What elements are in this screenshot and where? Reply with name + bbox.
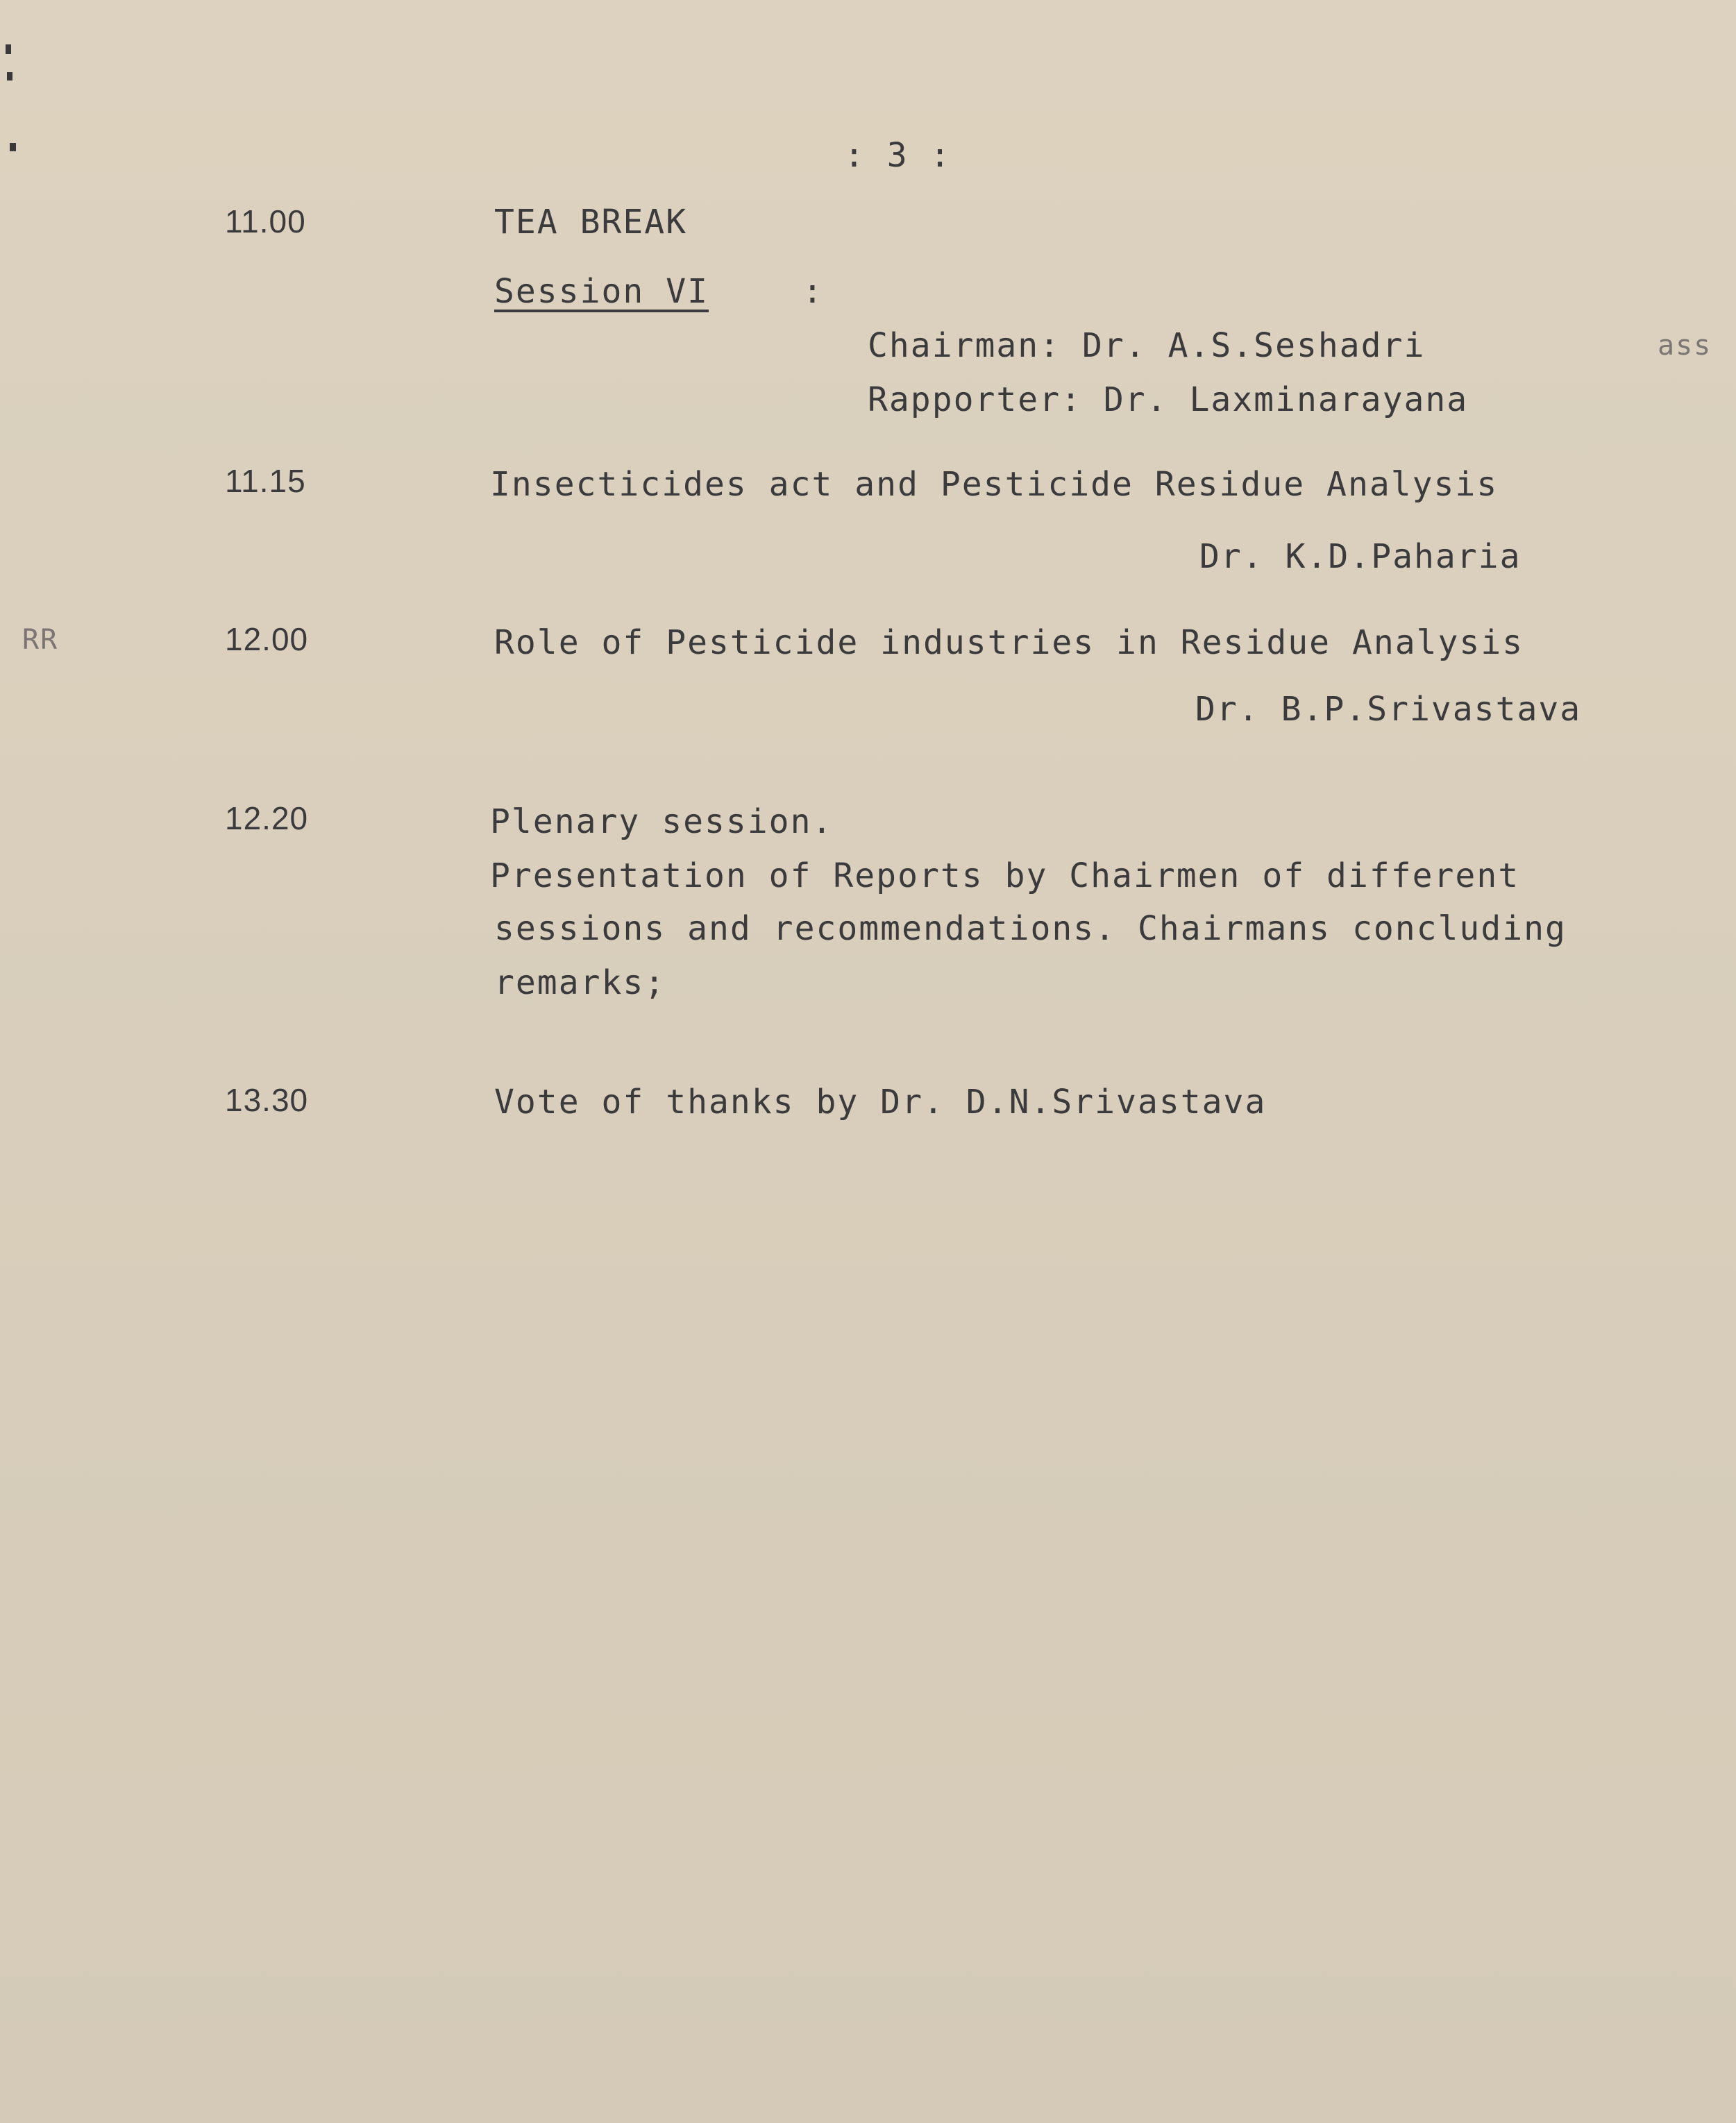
time-label: 12.20 [225,800,309,836]
margin-text-right: ass [1658,330,1712,362]
item-text: Vote of thanks by Dr. D.N.Srivastava [494,1083,1267,1122]
session-title: Session VI [494,272,709,311]
speaker: Dr. B.P.Srivastava [1195,690,1582,729]
item-text: Role of Pesticide industries in Residue Analysis [494,623,1524,662]
page-number: : 3 : [844,136,952,175]
time-label: 12.00 [225,621,309,657]
margin-text-left: RR [22,624,59,656]
item-text: Insecticides act and Pesticide Residue Analysis [490,465,1499,504]
item-text-line: Presentation of Reports by Chairmen of different [490,856,1520,895]
time-label: 11.00 [225,203,306,239]
chairman-line: Chairman: Dr. A.S.Seshadri [868,326,1426,365]
item-text: TEA BREAK [494,203,688,242]
item-text-line: remarks; [494,963,666,1002]
binding-mark [6,44,11,54]
binding-mark [10,143,16,151]
item-text-line: Plenary session. [490,802,834,841]
binding-mark [7,72,12,81]
time-label: 11.15 [225,463,306,499]
time-label: 13.30 [225,1082,309,1118]
rapporter-line: Rapporter: Dr. Laxminarayana [868,380,1469,419]
session-colon: : [802,272,824,311]
item-text-line: sessions and recommendations. Chairmans concluding [494,909,1567,948]
speaker: Dr. K.D.Paharia [1199,537,1522,576]
